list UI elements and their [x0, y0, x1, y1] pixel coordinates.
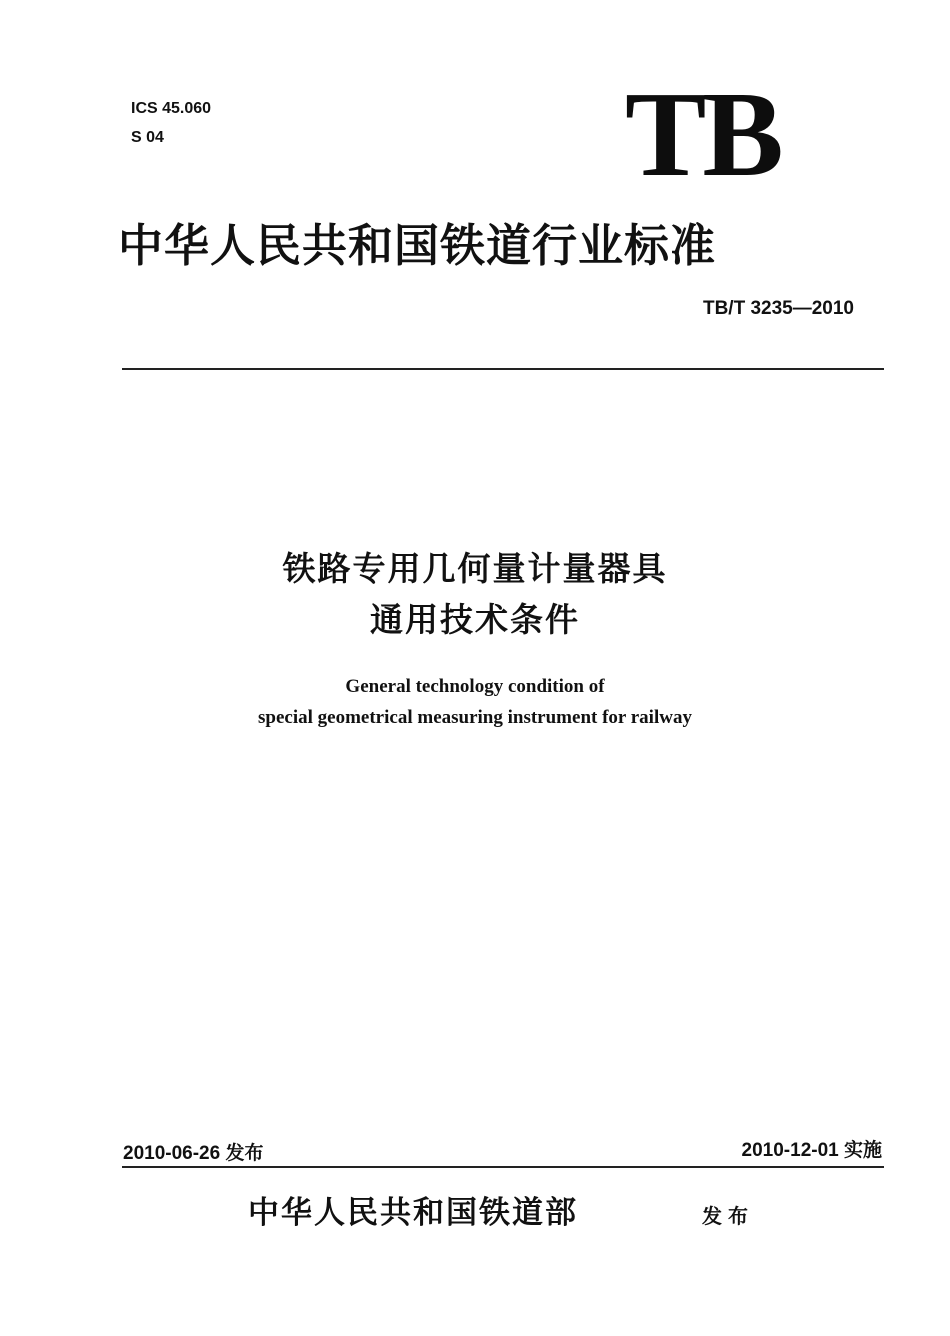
- title-en-line2: special geometrical measuring instrument for railway: [258, 707, 692, 728]
- title-en-line1: General technology condition of: [345, 676, 605, 697]
- issue-date: 2010-06-26 发布: [123, 1143, 264, 1164]
- issuer-name: 中华人民共和国铁道部: [248, 1195, 578, 1231]
- top-divider: [122, 368, 884, 370]
- title-zh-line1: 铁路专用几何量计量器具: [282, 549, 668, 588]
- title-zh-line2: 通用技术条件: [370, 600, 580, 639]
- tb-logo: TB: [625, 67, 780, 202]
- issuer-action: 发布: [702, 1204, 754, 1228]
- standard-number: TB/T 3235—2010: [702, 298, 854, 319]
- bottom-divider: [122, 1166, 884, 1168]
- standard-category: 中华人民共和国铁道行业标准: [118, 219, 717, 272]
- implementation-date: 2010-12-01 实施: [741, 1140, 882, 1161]
- ics-code: ICS 45.060: [131, 100, 212, 117]
- ccs-code: S 04: [131, 129, 164, 146]
